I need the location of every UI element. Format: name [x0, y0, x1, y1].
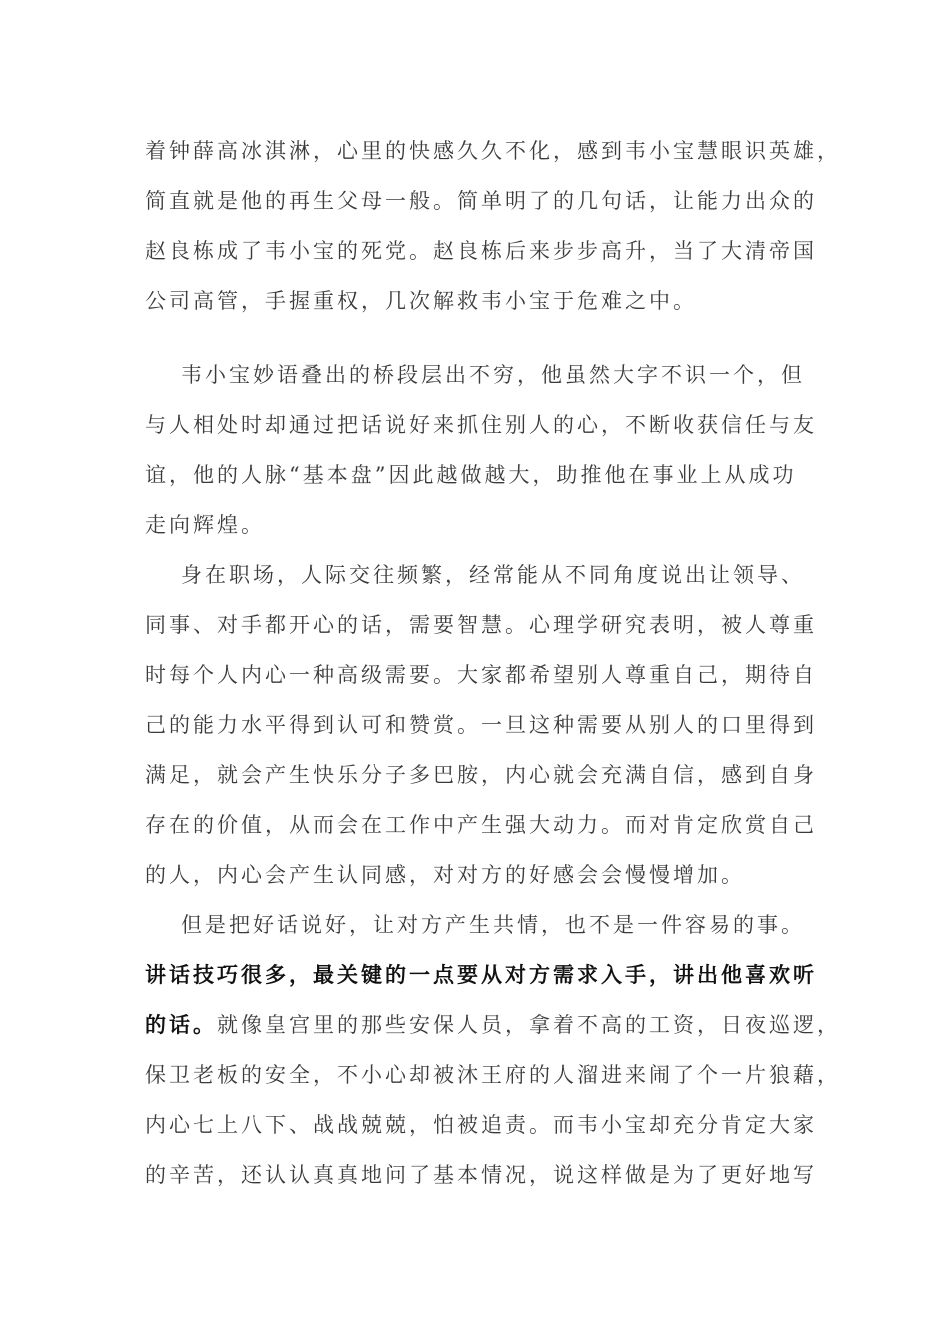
- text-line: 的人，内心会产生认同感，对对方的好感会会慢慢增加。: [145, 863, 745, 887]
- paragraph-3: [145, 550, 815, 900]
- text-line: 谊，他的人脉“基本盘”因此越做越大，助推他在事业上从成功: [145, 463, 797, 487]
- text-line: 时每个人内心一种高级需要。大家都希望别人尊重自己，期待自: [145, 663, 817, 687]
- text-span: 就像皇宫里的那些安保人员，拿着不高的工资，日夜巡逻，: [217, 1013, 841, 1037]
- text-line: 保卫老板的安全，不小心却被沐王府的人溜进来闹了个一片狼藉，: [145, 1063, 841, 1087]
- text-line: 内心七上八下、战战兢兢，怕被追责。而韦小宝却充分肯定大家: [145, 1113, 817, 1137]
- paragraph-4: [145, 900, 841, 1200]
- paragraph-1: [145, 126, 841, 326]
- text-line: 己的能力水平得到认可和赞赏。一旦这种需要从别人的口里得到: [145, 713, 817, 737]
- text-line: 公司高管，手握重权，几次解救韦小宝于危难之中。: [145, 289, 697, 313]
- text-line: 满足，就会产生快乐分子多巴胺，内心就会充满自信，感到自身: [145, 763, 817, 787]
- text-line: 身在职场，人际交往频繁，经常能从不同角度说出让领导、: [181, 563, 805, 587]
- text-line: 着钟薛高冰淇淋，心里的快感久久不化，感到韦小宝慧眼识英雄，: [145, 139, 841, 163]
- text-line: 简直就是他的再生父母一般。简单明了的几句话，让能力出众的: [145, 189, 817, 213]
- text-line: 韦小宝妙语叠出的桥段层出不穷，他虽然大字不识一个，但: [181, 363, 805, 387]
- text-line: 存在的价值，从而会在工作中产生强大动力。而对肯定欣赏自己: [145, 813, 817, 837]
- text-line: 走向辉煌。: [145, 513, 265, 537]
- text-line: 的辛苦，还认认真真地问了基本情况，说这样做是为了更好地写: [145, 1163, 817, 1187]
- text-line: 与人相处时却通过把话说好来抓住别人的心，不断收获信任与友: [145, 413, 817, 437]
- paragraph-2: [145, 350, 815, 550]
- text-line: 赵良栋成了韦小宝的死党。赵良栋后来步步高升，当了大清帝国: [145, 239, 817, 263]
- bold-text-line: 讲话技巧很多，最关键的一点要从对方需求入手，讲出他喜欢听: [145, 962, 817, 987]
- text-line: 但是把好话说好，让对方产生共情，也不是一件容易的事。: [181, 913, 805, 937]
- text-line-mixed: [145, 1000, 841, 1050]
- bold-text-span: 的话。: [145, 1012, 217, 1037]
- text-line: 同事、对手都开心的话，需要智慧。心理学研究表明，被人尊重: [145, 613, 817, 637]
